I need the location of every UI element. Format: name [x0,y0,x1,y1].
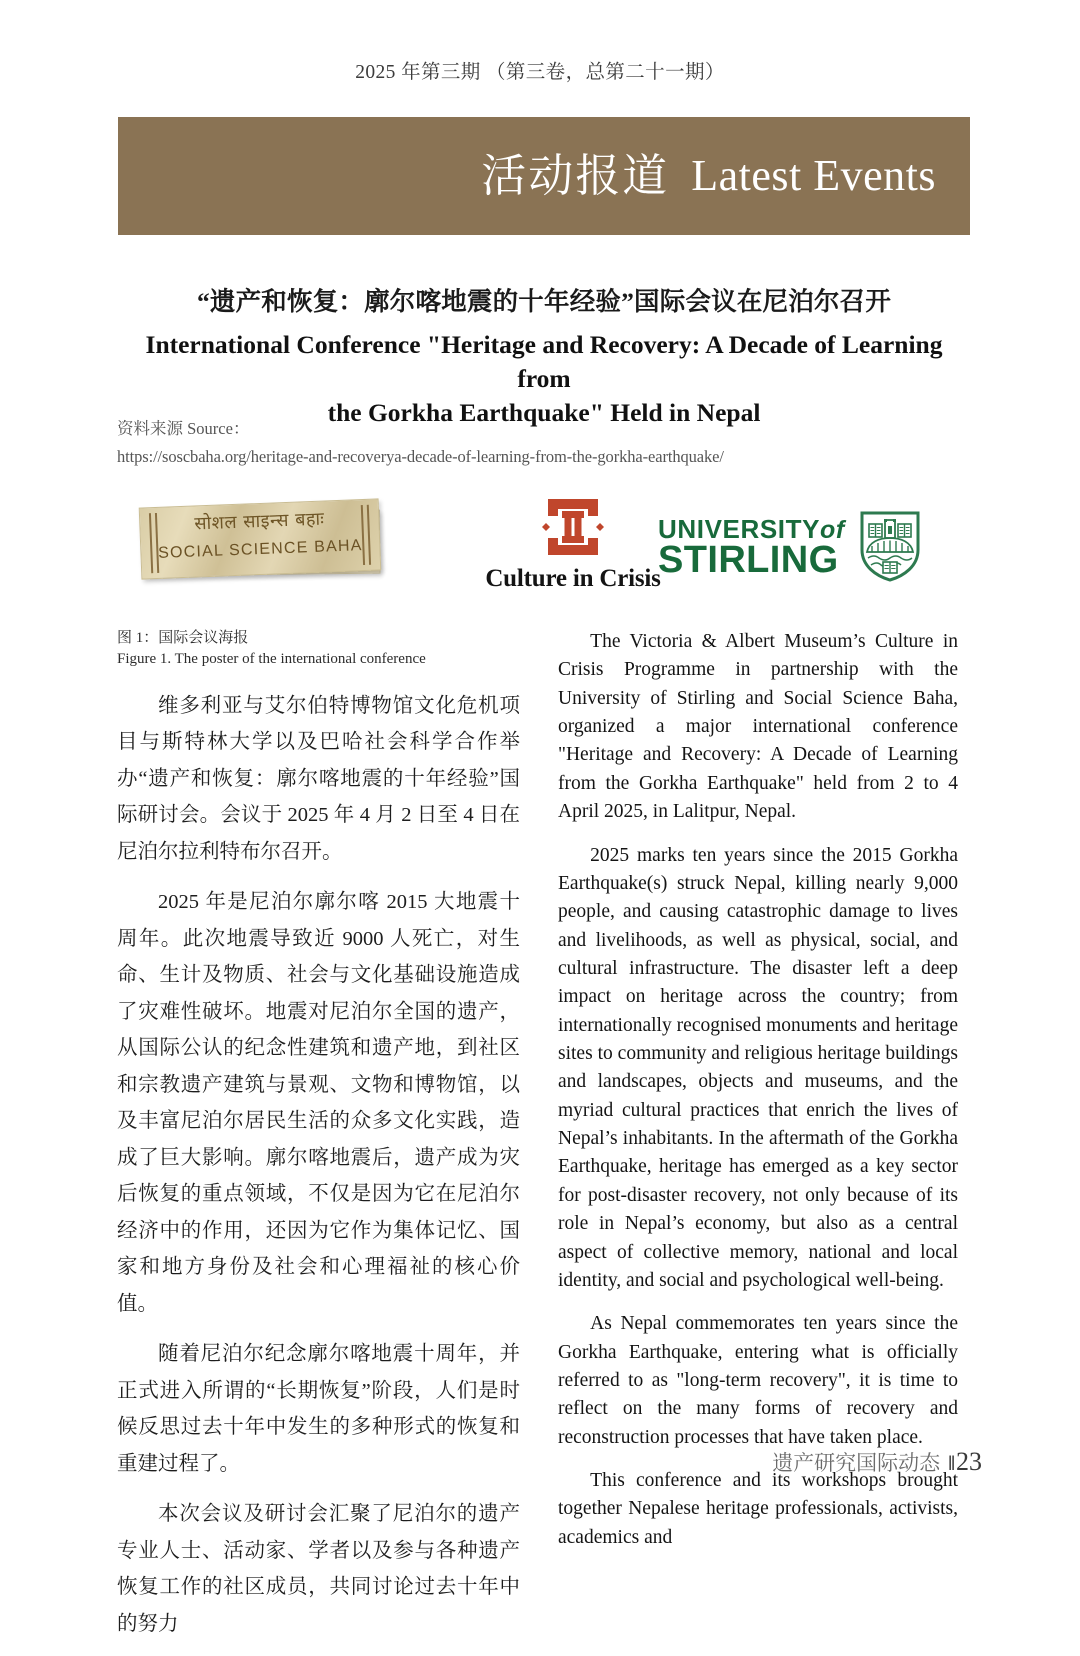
page-footer [0,1447,1080,1477]
ssb-banner-front [139,498,382,579]
stirling-shield-crest-icon [859,510,921,587]
figure-caption-zh: 图 1：国际会议海报 [117,630,249,646]
stirling-wordmark [658,514,845,582]
article-title-en-line2: the Gorkha Earthquake" Held in Nepal [327,397,761,427]
university-of-stirling-logo [658,503,948,593]
body-column-english [558,628,958,1567]
footer-divider-icon: ‖ [948,1451,955,1475]
section-banner-title-en: Latest Events [691,151,936,200]
culture-in-crisis-label: Culture in Crisis [485,565,661,592]
stirling-line-two: STIRLING [658,539,839,582]
section-banner-title-zh: 活动报道 [481,150,670,201]
ssb-devanagari-text: सोशल साइन्स बहाः [193,508,325,535]
paragraph-en-4: This conference and its workshops brought together Nepalese heritage professionals, activists, academics and [558,1470,958,1548]
figure-caption-en: Figure 1. The poster of the international conference [117,651,426,668]
source-block [117,415,897,470]
article-title-zh: “遗产和恢复：廓尔喀地震的十年经验”国际会议在尼泊尔召开 [196,287,892,316]
social-science-baha-logo [139,498,382,579]
stirling-of-text: of [820,516,845,545]
figure-logos [118,495,970,600]
article-title-en-line1: International Conference "Heritage and Recovery: A Decade of Learning from [145,330,943,393]
paragraph-zh-4: 本次会议及研讨会汇聚了尼泊尔的遗产专业人士、活动家、学者以及参与各种遗产恢复工作的社区成员，共同讨论过去十年中的努力 [117,1503,520,1635]
section-banner [118,117,970,235]
ssb-latin-text: SOCIAL SCIENCE BAHA [157,537,363,562]
source-label: 资料来源 Source： [117,419,250,438]
figure-caption [117,628,537,671]
paragraph-en-2: 2025 marks ten years since the 2015 Gorkha Earthquake(s) struck Nepal, killing nearly 9,000 people, and causing catastrophic damage to lives and livelihoods, as well as physical, social, and cultural infrastructure. The disaster left a deep impact on heritage across the country; from internationally recognised monuments and heritage sites to community and religious heritage buildings and landscapes, objects and museums, and the myriad cultural practices that enrich the lives of Nepal’s inhabitants. In the aftermath of the Gorkha Earthquake, heritage has emerged as a key sector for post-disaster recovery, not only because of its role in Nepal’s economy, but also as a central aspect of collective memory, national and local identity, and social and psychological well-being. [558,844,958,1291]
culture-in-crisis-mark-icon [536,542,610,559]
paragraph-zh-2: 2025 年是尼泊尔廓尔喀 2015 大地震十周年。此次地震导致近 9000 人死亡，对生命、生计及物质、社会与文化基础设施造成了灾难性破坏。地震对尼泊尔全国的遗产，从国际公认的纪念性建筑和遗产地，到社区和宗教遗产建筑与景观、文物和博物馆，以及丰富尼泊尔居民生活的众多文化实践，造成了巨大影响。廓尔喀地震后，遗产成为灾后恢复的重点领域，不仅是因为它在尼泊尔经济中的作用，还因为它作为集体记忆、国家和地方身份及社会和心理福祉的核心价值。 [117,891,520,1315]
culture-in-crisis-logo [473,499,673,595]
paragraph-en-3: As Nepal commemorates ten years since the Gorkha Earthquake, entering what is officially referred to as "long-term recovery", it is time to reflect on the many forms of recovery and reconstruction processes that have taken place. [558,1313,958,1448]
paragraph-zh-3: 随着尼泊尔纪念廓尔喀地震十周年，并正式进入所谓的“长期恢复”阶段，人们是时候反思过去十年中发生的多种形式的恢复和重建过程了。 [117,1343,520,1475]
paragraph-en-1: The Victoria & Albert Museum’s Culture in Crisis Programme in partnership with the University of Stirling and Social Science Baha, organized a major international conference "Heritage and Recovery: A Decade of Learning from the Gorkha Earthquake" held from 2 to 4 April 2025, in Lalitpur, Nepal. [558,631,958,823]
body-column-chinese [117,688,520,1656]
stirling-university-text: UNIVERSITY [658,514,821,545]
paragraph-zh-1: 维多利亚与艾尔伯特博物馆文化危机项目与斯特林大学以及巴哈社会科学合作举办“遗产和恢复：廓尔喀地震的十年经验”国际研讨会。会议于 2025 年 4 月 2 日至 4 日在尼泊尔拉利特布尔召开。 [117,695,520,863]
running-head: 2025 年第三期 （第三卷，总第二十一期） [355,62,725,83]
footer-page-number: 23 [956,1447,982,1476]
footer-journal-title: 遗产研究国际动态 [772,1451,941,1475]
source-url[interactable]: https://soscbaha.org/heritage-and-recoverya-decade-of-learning-from-the-gorkha-earthquake/ [117,446,724,466]
